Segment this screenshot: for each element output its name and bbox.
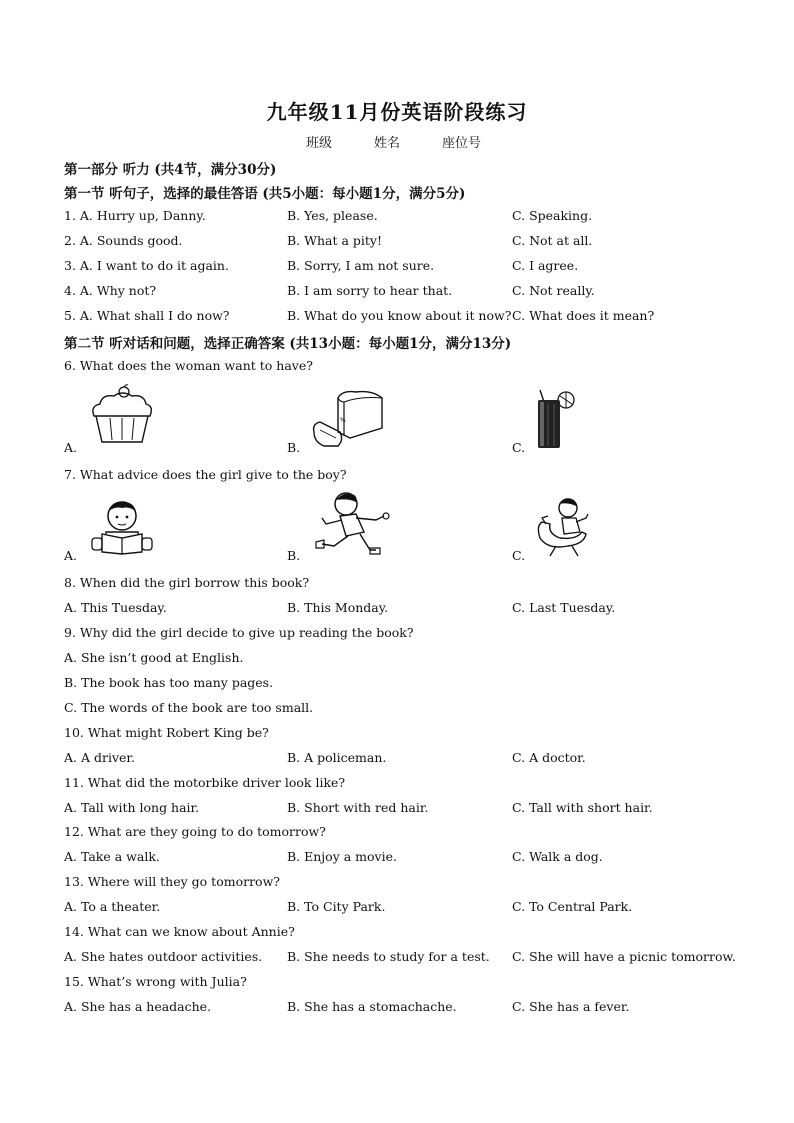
q3-option-c: C. I agree. (512, 258, 579, 273)
q9-option-b: B. The book has too many pages. (64, 675, 274, 690)
q3-option-b: B. Sorry, I am not sure. (287, 258, 435, 273)
q11-question: 11. What did the motorbike driver look like? (64, 775, 346, 790)
q7-label-b: B. (287, 548, 301, 563)
page-title: 九年级11月份英语阶段练习 (266, 100, 528, 124)
q11-option-b: B. Short with red hair. (287, 800, 429, 815)
q8-question: 8. When did the girl borrow this book? (64, 575, 310, 590)
q5-option-a: 5. A. What shall I do now? (64, 308, 230, 323)
cupcake-icon (88, 384, 156, 448)
q2-option-c: C. Not at all. (512, 233, 593, 248)
q10-question: 10. What might Robert King be? (64, 725, 269, 740)
boy-reading-icon (86, 494, 158, 558)
q10-option-b: B. A policeman. (287, 750, 387, 765)
q4-option-b: B. I am sorry to hear that. (287, 283, 453, 298)
q7-question: 7. What advice does the girl give to the boy? (64, 467, 347, 482)
q10-option-a: A. A driver. (64, 750, 135, 765)
q5-option-c: C. What does it mean? (512, 308, 655, 323)
q9-option-a: A. She isn’t good at English. (64, 650, 244, 665)
q7-label-c: C. (512, 548, 526, 563)
q13-option-c: C. To Central Park. (512, 899, 633, 914)
q7-label-a: A. (64, 548, 78, 563)
q15-option-a: A. She has a headache. (64, 999, 212, 1014)
q13-option-a: A. To a theater. (64, 899, 161, 914)
q3-option-a: 3. A. I want to do it again. (64, 258, 229, 273)
q15-question: 15. What’s wrong with Julia? (64, 974, 247, 989)
q9-question: 9. Why did the girl decide to give up reading the book? (64, 625, 414, 640)
q10-option-c: C. A doctor. (512, 750, 586, 765)
q5-option-b: B. What do you know about it now? (287, 308, 512, 323)
q15-option-b: B. She has a stomachache. (287, 999, 457, 1014)
q9-option-c: C. The words of the book are too small. (64, 700, 314, 715)
q1-option-a: 1. A. Hurry up, Danny. (64, 208, 206, 223)
boy-running-icon (312, 490, 392, 560)
section2-heading: 第二节 听对话和问题，选择正确答案 (共13小题：每小题1分，满分13分) (64, 336, 512, 352)
seat-label: 座位号 (442, 136, 482, 151)
class-label: 班级 (306, 136, 333, 151)
q14-question: 14. What can we know about Annie? (64, 924, 295, 939)
q12-question: 12. What are they going to do tomorrow? (64, 824, 326, 839)
section1-heading: 第一节 听句子，选择的最佳答语 (共5小题：每小题1分，满分5分) (64, 186, 466, 202)
q12-option-a: A. Take a walk. (64, 849, 160, 864)
q12-option-b: B. Enjoy a movie. (287, 849, 397, 864)
q4-option-a: 4. A. Why not? (64, 283, 157, 298)
q8-option-b: B. This Monday. (287, 600, 389, 615)
q11-option-a: A. Tall with long hair. (64, 800, 200, 815)
q8-option-a: A. This Tuesday. (64, 600, 167, 615)
q13-question: 13. Where will they go tomorrow? (64, 874, 280, 889)
q2-option-a: 2. A. Sounds good. (64, 233, 183, 248)
q6-label-a: A. (64, 440, 78, 455)
q15-option-c: C. She has a fever. (512, 999, 630, 1014)
q14-option-a: A. She hates outdoor activities. (64, 949, 263, 964)
q2-option-b: B. What a pity! (287, 233, 383, 248)
q11-option-c: C. Tall with short hair. (512, 800, 653, 815)
q1-option-b: B. Yes, please. (287, 208, 378, 223)
bread-icon (310, 388, 386, 452)
q1-option-c: C. Speaking. (512, 208, 593, 223)
q14-option-b: B. She needs to study for a test. (287, 949, 490, 964)
svg-text:%: % (340, 417, 346, 424)
part1-heading: 第一部分 听力 (共4节，满分30分) (64, 162, 277, 178)
q8-option-c: C. Last Tuesday. (512, 600, 616, 615)
q12-option-c: C. Walk a dog. (512, 849, 603, 864)
boy-sitting-icon (532, 494, 592, 558)
q14-option-c: C. She will have a picnic tomorrow. (512, 949, 736, 964)
student-info (306, 132, 481, 151)
q6-question: 6. What does the woman want to have? (64, 358, 313, 373)
q4-option-c: C. Not really. (512, 283, 595, 298)
q13-option-b: B. To City Park. (287, 899, 386, 914)
juice-glass-icon (530, 388, 578, 452)
q6-label-c: C. (512, 440, 526, 455)
q6-label-b: B. (287, 440, 301, 455)
name-label: 姓名 (374, 136, 401, 151)
